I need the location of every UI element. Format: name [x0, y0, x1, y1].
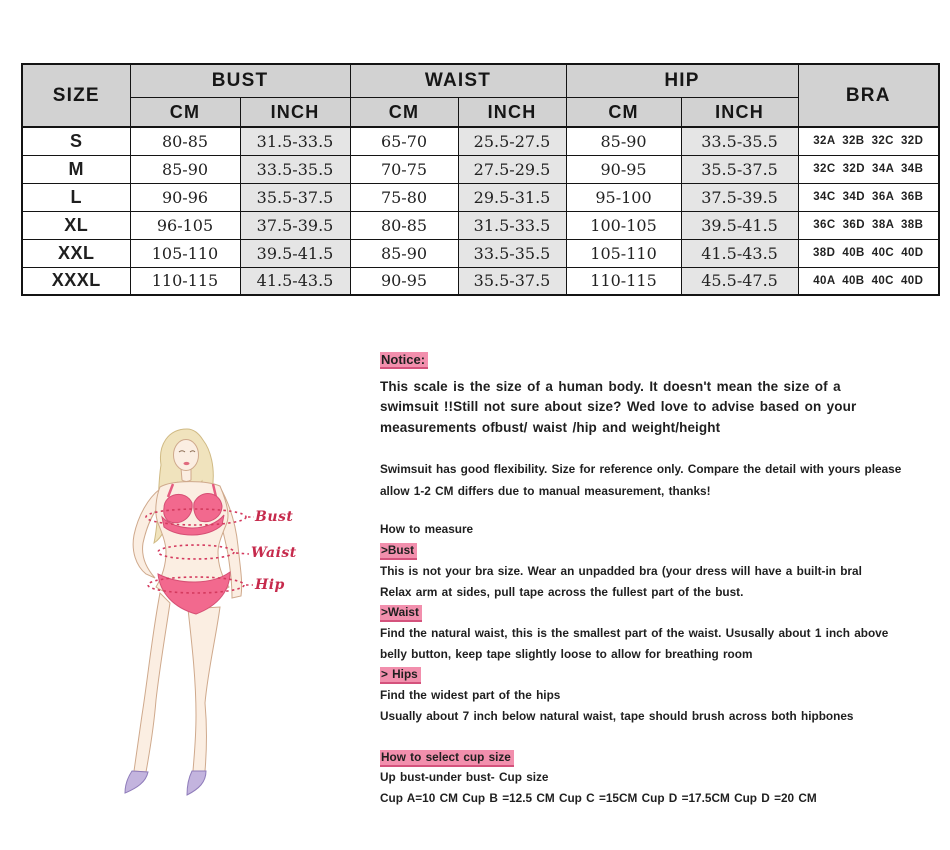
header-bust-cm: CM — [130, 98, 240, 128]
cell-hip-inch: 45.5-47.5 — [681, 267, 798, 295]
header-hip-inch: INCH — [681, 98, 798, 128]
waist-instruction: belly button, keep tape slightly loose to allow for breathing room — [380, 646, 753, 661]
cell-hip-inch: 37.5-39.5 — [681, 183, 798, 211]
table-row-m — [22, 155, 939, 183]
cell-bust-cm: 90-96 — [130, 183, 240, 211]
cell-waist-inch: 25.5-27.5 — [458, 127, 566, 155]
table-row-xl — [22, 211, 939, 239]
cell-size: S — [22, 127, 130, 155]
cell-bust-cm: 80-85 — [130, 127, 240, 155]
table-header-row — [22, 64, 939, 98]
cell-waist-cm: 80-85 — [350, 211, 458, 239]
cell-bra: 38D 40B 40C 40D — [798, 239, 939, 267]
cell-waist-inch: 35.5-37.5 — [458, 267, 566, 295]
cup-instruction: Cup A=10 CM Cup B =12.5 CM Cup C =15CM Cup D =17.5CM Cup D =20 CM — [380, 790, 817, 805]
notice-heading-line — [380, 352, 940, 369]
flexibility-paragraph — [380, 459, 940, 503]
cell-waist-inch: 31.5-33.5 — [458, 211, 566, 239]
table-row-l — [22, 183, 939, 211]
cell-bust-inch: 41.5-43.5 — [240, 267, 350, 295]
cell-hip-inch: 41.5-43.5 — [681, 239, 798, 267]
waist-heading-line — [380, 602, 940, 623]
cup-heading-line — [380, 747, 940, 768]
header-hip-cm: CM — [566, 98, 681, 128]
cell-hip-cm: 90-95 — [566, 155, 681, 183]
cell-bra: 34C 34D 36A 36B — [798, 183, 939, 211]
cell-size: XXL — [22, 239, 130, 267]
cell-waist-cm: 65-70 — [350, 127, 458, 155]
header-waist: WAIST — [350, 64, 566, 98]
table-row-xxxl — [22, 267, 939, 295]
cell-bust-cm: 110-115 — [130, 267, 240, 295]
cell-bra: 32C 32D 34A 34B — [798, 155, 939, 183]
table-row-s — [22, 127, 939, 155]
cell-hip-inch: 39.5-41.5 — [681, 211, 798, 239]
flexibility-line: allow 1-2 CM differs due to manual measurement, thanks! — [380, 483, 711, 498]
how-to-measure-heading: How to measure — [380, 522, 474, 537]
cell-bra: 40A 40B 40C 40D — [798, 267, 939, 295]
cell-bust-inch: 37.5-39.5 — [240, 211, 350, 239]
bust-heading-line — [380, 540, 940, 561]
header-bra: BRA — [798, 64, 939, 127]
header-size: SIZE — [22, 64, 130, 127]
notice-paragraph — [380, 377, 940, 438]
cup-heading: How to select cup size — [380, 750, 514, 767]
header-waist-cm: CM — [350, 98, 458, 128]
flexibility-line: Swimsuit has good flexibility. Size for reference only. Compare the detail with yours please — [380, 461, 902, 476]
cell-bust-inch: 35.5-37.5 — [240, 183, 350, 211]
cell-bust-cm: 96-105 — [130, 211, 240, 239]
bust-instruction: This is not your bra size. Wear an unpadded bra (your dress will have a built-in bral — [380, 563, 862, 578]
header-waist-inch: INCH — [458, 98, 566, 128]
cell-hip-cm: 105-110 — [566, 239, 681, 267]
header-bust: BUST — [130, 64, 350, 98]
cup-instruction: Up bust-under bust- Cup size — [380, 770, 549, 785]
notice-heading: Notice: — [380, 352, 428, 369]
size-chart-table — [21, 63, 940, 296]
bust-label: Bust — [255, 509, 294, 525]
hips-heading: > Hips — [380, 667, 421, 684]
notice-line: swimsuit !!Still not sure about size? Wed love to advise based on your — [380, 399, 857, 415]
cell-waist-inch: 29.5-31.5 — [458, 183, 566, 211]
cell-size: XXXL — [22, 267, 130, 295]
header-bust-inch: INCH — [240, 98, 350, 128]
cell-hip-inch: 35.5-37.5 — [681, 155, 798, 183]
cell-size: M — [22, 155, 130, 183]
measurement-figure — [108, 425, 373, 810]
how-to-measure-section — [380, 519, 940, 726]
cell-waist-cm: 75-80 — [350, 183, 458, 211]
waist-label: Waist — [251, 545, 297, 561]
cell-hip-inch: 33.5-35.5 — [681, 127, 798, 155]
cell-waist-inch: 33.5-35.5 — [458, 239, 566, 267]
bust-instruction: Relax arm at sides, pull tape across the fullest part of the bust. — [380, 584, 744, 599]
waist-heading: >Waist — [380, 605, 422, 622]
cell-hip-cm: 95-100 — [566, 183, 681, 211]
cell-waist-cm: 85-90 — [350, 239, 458, 267]
notice-section — [380, 352, 940, 809]
hips-heading-line — [380, 664, 940, 685]
cell-bust-inch: 31.5-33.5 — [240, 127, 350, 155]
cup-size-section — [380, 747, 940, 809]
cell-bra: 32A 32B 32C 32D — [798, 127, 939, 155]
cell-hip-cm: 85-90 — [566, 127, 681, 155]
cell-bust-cm: 105-110 — [130, 239, 240, 267]
cell-bust-inch: 39.5-41.5 — [240, 239, 350, 267]
hips-instruction: Usually about 7 inch below natural waist, tape should brush across both hipbones — [380, 708, 854, 723]
hip-label: Hip — [255, 577, 285, 593]
cell-waist-cm: 70-75 — [350, 155, 458, 183]
cell-bust-inch: 33.5-35.5 — [240, 155, 350, 183]
cell-hip-cm: 100-105 — [566, 211, 681, 239]
notice-line: This scale is the size of a human body. It doesn't mean the size of a — [380, 379, 841, 394]
cell-size: L — [22, 183, 130, 211]
bust-heading: >Bust — [380, 543, 417, 560]
cell-size: XL — [22, 211, 130, 239]
waist-instruction: Find the natural waist, this is the smallest part of the waist. Ususally about 1 inch above — [380, 626, 889, 640]
cell-waist-inch: 27.5-29.5 — [458, 155, 566, 183]
cell-bra: 36C 36D 38A 38B — [798, 211, 939, 239]
woman-illustration — [108, 425, 373, 810]
table-row-xxl — [22, 239, 939, 267]
cell-bust-cm: 85-90 — [130, 155, 240, 183]
notice-line: measurements ofbust/ waist /hip and weight/height — [380, 419, 721, 435]
cell-waist-cm: 90-95 — [350, 267, 458, 295]
header-hip: HIP — [566, 64, 798, 98]
hips-instruction: Find the widest part of the hips — [380, 688, 561, 703]
cell-hip-cm: 110-115 — [566, 267, 681, 295]
